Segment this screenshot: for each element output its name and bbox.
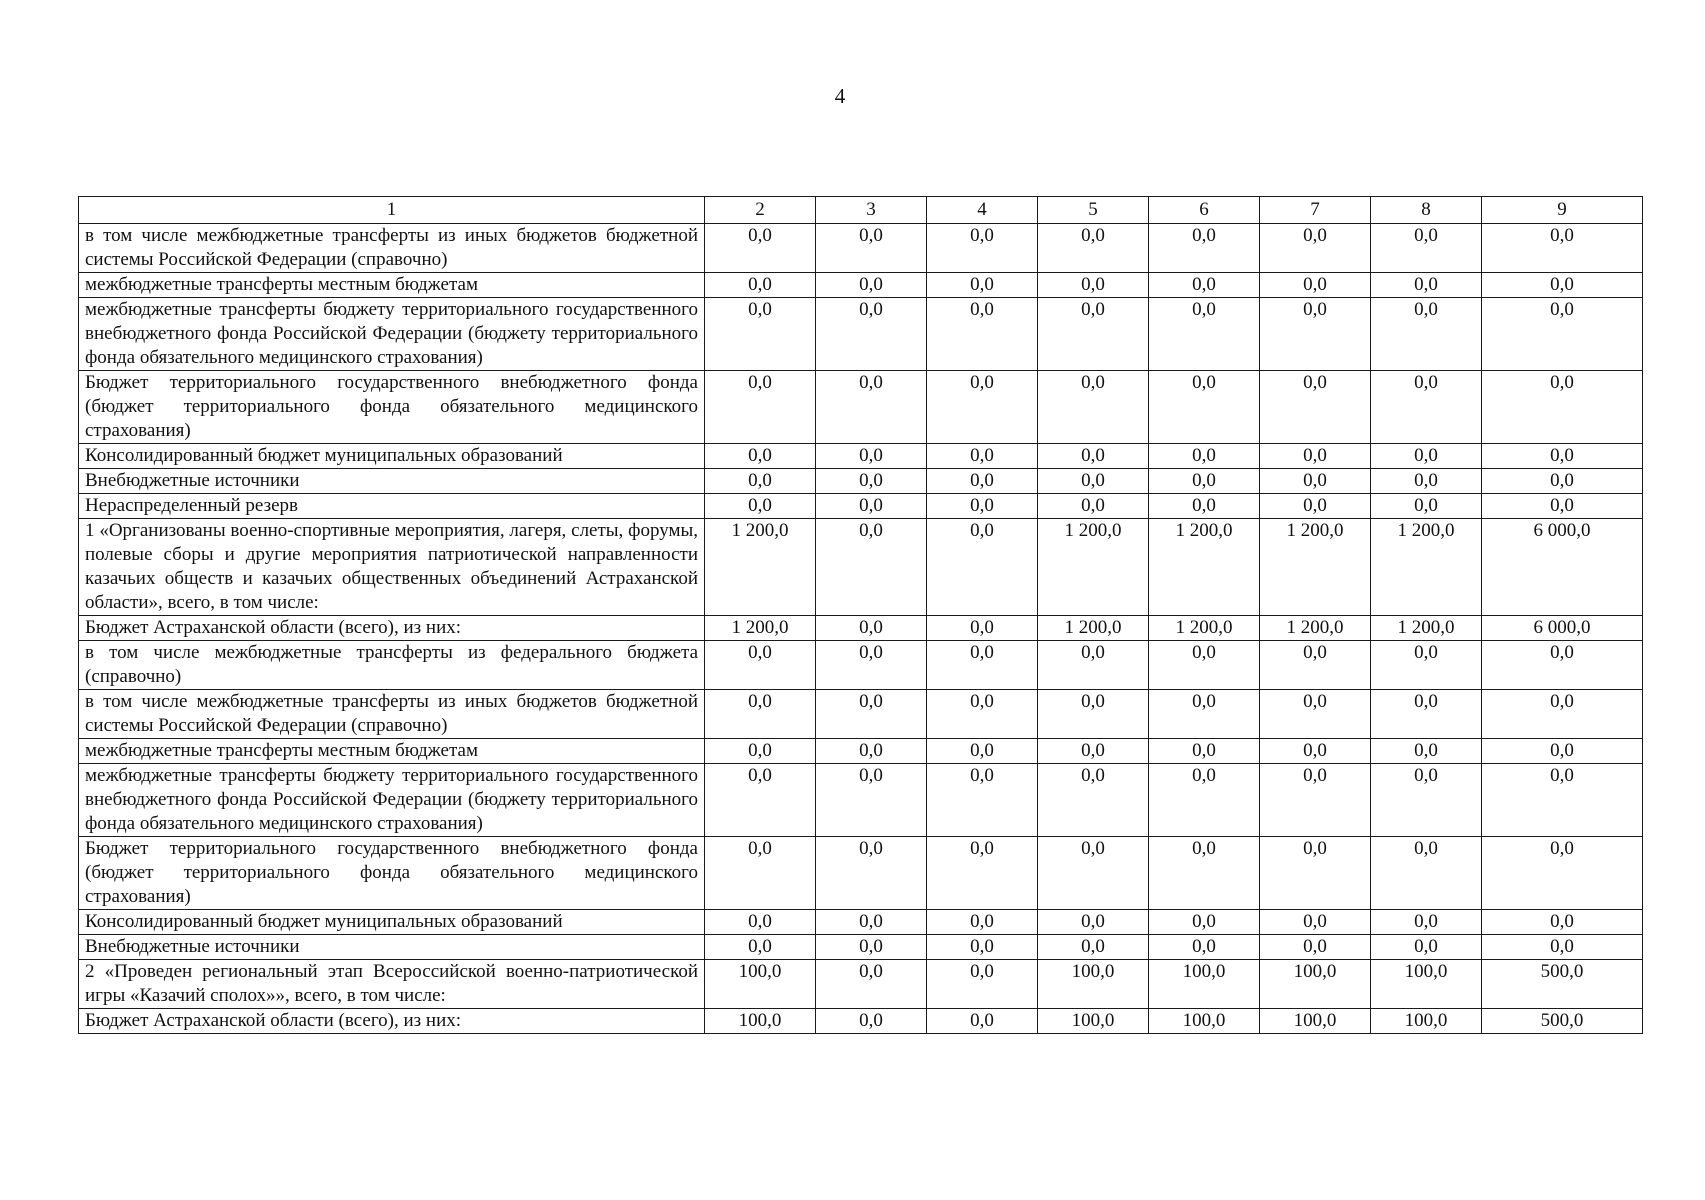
value-cell: 1 200,0 — [1038, 519, 1149, 616]
row-label: Бюджет Астраханской области (всего), из них: — [79, 1009, 705, 1034]
value-cell: 0,0 — [816, 494, 927, 519]
row-label: в том числе межбюджетные трансферты из иных бюджетов бюджетной системы Российской Федерации (справочно) — [79, 224, 705, 273]
row-label: Внебюджетные источники — [79, 469, 705, 494]
value-cell: 0,0 — [816, 273, 927, 298]
value-cell: 0,0 — [816, 224, 927, 273]
value-cell: 100,0 — [1260, 960, 1371, 1009]
value-cell: 0,0 — [1038, 764, 1149, 837]
value-cell: 0,0 — [1260, 494, 1371, 519]
row-label: Бюджет территориального государственного внебюджетного фонда (бюджет территориального фонда обязательного медицинского страхования) — [79, 837, 705, 910]
page-number: 4 — [834, 84, 846, 108]
value-cell: 0,0 — [1482, 469, 1643, 494]
value-cell: 0,0 — [927, 273, 1038, 298]
value-cell: 100,0 — [1371, 960, 1482, 1009]
header-row — [79, 197, 1643, 224]
budget-table — [78, 196, 1643, 1034]
column-header: 6 — [1149, 197, 1260, 224]
row-label: Бюджет Астраханской области (всего), из них: — [79, 616, 705, 641]
value-cell: 100,0 — [1149, 1009, 1260, 1034]
value-cell: 0,0 — [1371, 494, 1482, 519]
value-cell: 0,0 — [816, 690, 927, 739]
value-cell: 0,0 — [1482, 298, 1643, 371]
value-cell: 0,0 — [1149, 837, 1260, 910]
value-cell: 0,0 — [1482, 371, 1643, 444]
value-cell: 0,0 — [1371, 469, 1482, 494]
value-cell: 0,0 — [1371, 690, 1482, 739]
value-cell: 0,0 — [1038, 739, 1149, 764]
table-row — [79, 519, 1643, 616]
value-cell: 0,0 — [705, 224, 816, 273]
row-label: в том числе межбюджетные трансферты из федерального бюджета (справочно) — [79, 641, 705, 690]
value-cell: 0,0 — [816, 616, 927, 641]
value-cell: 0,0 — [1260, 273, 1371, 298]
table-row — [79, 444, 1643, 469]
value-cell: 0,0 — [705, 764, 816, 837]
value-cell: 0,0 — [1482, 273, 1643, 298]
value-cell: 0,0 — [1038, 371, 1149, 444]
table-row — [79, 739, 1643, 764]
value-cell: 0,0 — [1371, 273, 1482, 298]
value-cell: 0,0 — [1260, 469, 1371, 494]
value-cell: 0,0 — [1371, 739, 1482, 764]
value-cell: 0,0 — [1038, 298, 1149, 371]
value-cell: 1 200,0 — [1371, 616, 1482, 641]
column-header: 4 — [927, 197, 1038, 224]
value-cell: 1 200,0 — [1038, 616, 1149, 641]
value-cell: 0,0 — [705, 494, 816, 519]
value-cell: 0,0 — [927, 469, 1038, 494]
value-cell: 0,0 — [1371, 837, 1482, 910]
value-cell: 0,0 — [1149, 935, 1260, 960]
value-cell: 100,0 — [705, 1009, 816, 1034]
value-cell: 1 200,0 — [1149, 616, 1260, 641]
column-header: 5 — [1038, 197, 1149, 224]
value-cell: 1 200,0 — [1149, 519, 1260, 616]
value-cell: 0,0 — [816, 469, 927, 494]
row-label: Консолидированный бюджет муниципальных образований — [79, 910, 705, 935]
value-cell: 0,0 — [927, 935, 1038, 960]
value-cell: 0,0 — [1371, 444, 1482, 469]
value-cell: 0,0 — [927, 519, 1038, 616]
row-label: Консолидированный бюджет муниципальных образований — [79, 444, 705, 469]
value-cell: 0,0 — [816, 910, 927, 935]
value-cell: 0,0 — [1482, 444, 1643, 469]
value-cell: 0,0 — [816, 444, 927, 469]
value-cell: 0,0 — [816, 1009, 927, 1034]
value-cell: 1 200,0 — [705, 519, 816, 616]
value-cell: 0,0 — [816, 641, 927, 690]
value-cell: 0,0 — [816, 837, 927, 910]
value-cell: 100,0 — [705, 960, 816, 1009]
value-cell: 0,0 — [705, 837, 816, 910]
row-label: Бюджет территориального государственного внебюджетного фонда (бюджет территориального фонда обязательного медицинского страхования) — [79, 371, 705, 444]
value-cell: 0,0 — [927, 371, 1038, 444]
row-label: 2 «Проведен региональный этап Всероссийской военно-патриотической игры «Казачий сполох»», всего, в том числе: — [79, 960, 705, 1009]
value-cell: 500,0 — [1482, 1009, 1643, 1034]
value-cell: 0,0 — [1482, 935, 1643, 960]
value-cell: 0,0 — [927, 224, 1038, 273]
value-cell: 0,0 — [927, 494, 1038, 519]
value-cell: 0,0 — [927, 960, 1038, 1009]
value-cell: 0,0 — [1260, 224, 1371, 273]
value-cell: 0,0 — [927, 641, 1038, 690]
value-cell: 0,0 — [1260, 935, 1371, 960]
value-cell: 0,0 — [1482, 641, 1643, 690]
column-header: 1 — [79, 197, 705, 224]
value-cell: 0,0 — [1371, 298, 1482, 371]
value-cell: 500,0 — [1482, 960, 1643, 1009]
value-cell: 0,0 — [927, 910, 1038, 935]
value-cell: 0,0 — [1149, 910, 1260, 935]
column-header: 2 — [705, 197, 816, 224]
table-row — [79, 298, 1643, 371]
value-cell: 0,0 — [705, 641, 816, 690]
table-row — [79, 273, 1643, 298]
column-header: 3 — [816, 197, 927, 224]
value-cell: 100,0 — [1371, 1009, 1482, 1034]
value-cell: 0,0 — [1371, 224, 1482, 273]
value-cell: 6 000,0 — [1482, 616, 1643, 641]
value-cell: 0,0 — [816, 935, 927, 960]
value-cell: 0,0 — [927, 444, 1038, 469]
value-cell: 0,0 — [1149, 764, 1260, 837]
value-cell: 0,0 — [816, 371, 927, 444]
value-cell: 0,0 — [705, 690, 816, 739]
value-cell: 0,0 — [1149, 690, 1260, 739]
value-cell: 0,0 — [1149, 641, 1260, 690]
value-cell: 0,0 — [705, 444, 816, 469]
value-cell: 0,0 — [1260, 444, 1371, 469]
value-cell: 0,0 — [1038, 690, 1149, 739]
value-cell: 100,0 — [1260, 1009, 1371, 1034]
value-cell: 1 200,0 — [1260, 616, 1371, 641]
value-cell: 0,0 — [1038, 444, 1149, 469]
value-cell: 0,0 — [1038, 224, 1149, 273]
value-cell: 0,0 — [705, 273, 816, 298]
value-cell: 0,0 — [1149, 273, 1260, 298]
value-cell: 0,0 — [927, 739, 1038, 764]
table-row — [79, 641, 1643, 690]
column-header: 8 — [1371, 197, 1482, 224]
value-cell: 0,0 — [1371, 910, 1482, 935]
value-cell: 0,0 — [927, 298, 1038, 371]
value-cell: 0,0 — [1482, 837, 1643, 910]
table-row — [79, 224, 1643, 273]
value-cell: 0,0 — [1260, 641, 1371, 690]
value-cell: 0,0 — [1482, 764, 1643, 837]
row-label: Нераспределенный резерв — [79, 494, 705, 519]
value-cell: 0,0 — [1371, 935, 1482, 960]
value-cell: 0,0 — [1038, 910, 1149, 935]
value-cell: 0,0 — [1482, 910, 1643, 935]
table-row — [79, 469, 1643, 494]
row-label: межбюджетные трансферты бюджету территориального государственного внебюджетного фонда Российской Федерации (бюджету территориального фонда обязательного медицинского страхования) — [79, 298, 705, 371]
value-cell: 0,0 — [816, 519, 927, 616]
table-row — [79, 616, 1643, 641]
value-cell: 0,0 — [1149, 494, 1260, 519]
table-body — [79, 224, 1643, 1034]
value-cell: 0,0 — [1038, 837, 1149, 910]
value-cell: 0,0 — [1482, 690, 1643, 739]
value-cell: 0,0 — [1260, 371, 1371, 444]
value-cell: 0,0 — [1149, 739, 1260, 764]
value-cell: 0,0 — [816, 739, 927, 764]
value-cell: 0,0 — [927, 690, 1038, 739]
value-cell: 0,0 — [705, 935, 816, 960]
value-cell: 0,0 — [1260, 764, 1371, 837]
row-label: межбюджетные трансферты местным бюджетам — [79, 739, 705, 764]
value-cell: 0,0 — [1371, 764, 1482, 837]
value-cell: 1 200,0 — [705, 616, 816, 641]
row-label: межбюджетные трансферты местным бюджетам — [79, 273, 705, 298]
value-cell: 0,0 — [816, 764, 927, 837]
value-cell: 6 000,0 — [1482, 519, 1643, 616]
value-cell: 0,0 — [816, 298, 927, 371]
row-label: межбюджетные трансферты бюджету территориального государственного внебюджетного фонда Российской Федерации (бюджету территориального фонда обязательного медицинского страхования) — [79, 764, 705, 837]
value-cell: 0,0 — [927, 764, 1038, 837]
value-cell: 1 200,0 — [1371, 519, 1482, 616]
table-row — [79, 494, 1643, 519]
value-cell: 0,0 — [1149, 444, 1260, 469]
row-label: 1 «Организованы военно-спортивные мероприятия, лагеря, слеты, форумы, полевые сборы и другие мероприятия патриотической направленности казачьих обществ и казачьих общественных объединений Астраханской области», всего, в том числе: — [79, 519, 705, 616]
value-cell: 0,0 — [1038, 469, 1149, 494]
column-header: 9 — [1482, 197, 1643, 224]
value-cell: 100,0 — [1038, 1009, 1149, 1034]
value-cell: 0,0 — [1482, 494, 1643, 519]
value-cell: 100,0 — [1038, 960, 1149, 1009]
table-row — [79, 910, 1643, 935]
value-cell: 0,0 — [705, 739, 816, 764]
value-cell: 0,0 — [1260, 837, 1371, 910]
value-cell: 0,0 — [705, 371, 816, 444]
value-cell: 0,0 — [1038, 273, 1149, 298]
row-label: в том числе межбюджетные трансферты из иных бюджетов бюджетной системы Российской Федерации (справочно) — [79, 690, 705, 739]
table-row — [79, 935, 1643, 960]
value-cell: 0,0 — [1149, 224, 1260, 273]
value-cell: 0,0 — [705, 910, 816, 935]
value-cell: 0,0 — [1038, 494, 1149, 519]
table-row — [79, 960, 1643, 1009]
value-cell: 0,0 — [816, 960, 927, 1009]
value-cell: 0,0 — [927, 616, 1038, 641]
value-cell: 0,0 — [705, 298, 816, 371]
row-label: Внебюджетные источники — [79, 935, 705, 960]
table-row — [79, 371, 1643, 444]
value-cell: 0,0 — [1260, 690, 1371, 739]
value-cell: 0,0 — [1260, 739, 1371, 764]
value-cell: 0,0 — [1149, 469, 1260, 494]
value-cell: 0,0 — [927, 837, 1038, 910]
value-cell: 0,0 — [1371, 371, 1482, 444]
value-cell: 0,0 — [1149, 371, 1260, 444]
value-cell: 100,0 — [1149, 960, 1260, 1009]
column-header: 7 — [1260, 197, 1371, 224]
value-cell: 0,0 — [1260, 298, 1371, 371]
table-row — [79, 764, 1643, 837]
value-cell: 0,0 — [1260, 910, 1371, 935]
value-cell: 0,0 — [1038, 641, 1149, 690]
table-row — [79, 837, 1643, 910]
value-cell: 0,0 — [1038, 935, 1149, 960]
value-cell: 0,0 — [927, 1009, 1038, 1034]
value-cell: 0,0 — [1371, 641, 1482, 690]
table-row — [79, 690, 1643, 739]
value-cell: 0,0 — [1149, 298, 1260, 371]
value-cell: 1 200,0 — [1260, 519, 1371, 616]
value-cell: 0,0 — [705, 469, 816, 494]
value-cell: 0,0 — [1482, 224, 1643, 273]
table-row — [79, 1009, 1643, 1034]
value-cell: 0,0 — [1482, 739, 1643, 764]
